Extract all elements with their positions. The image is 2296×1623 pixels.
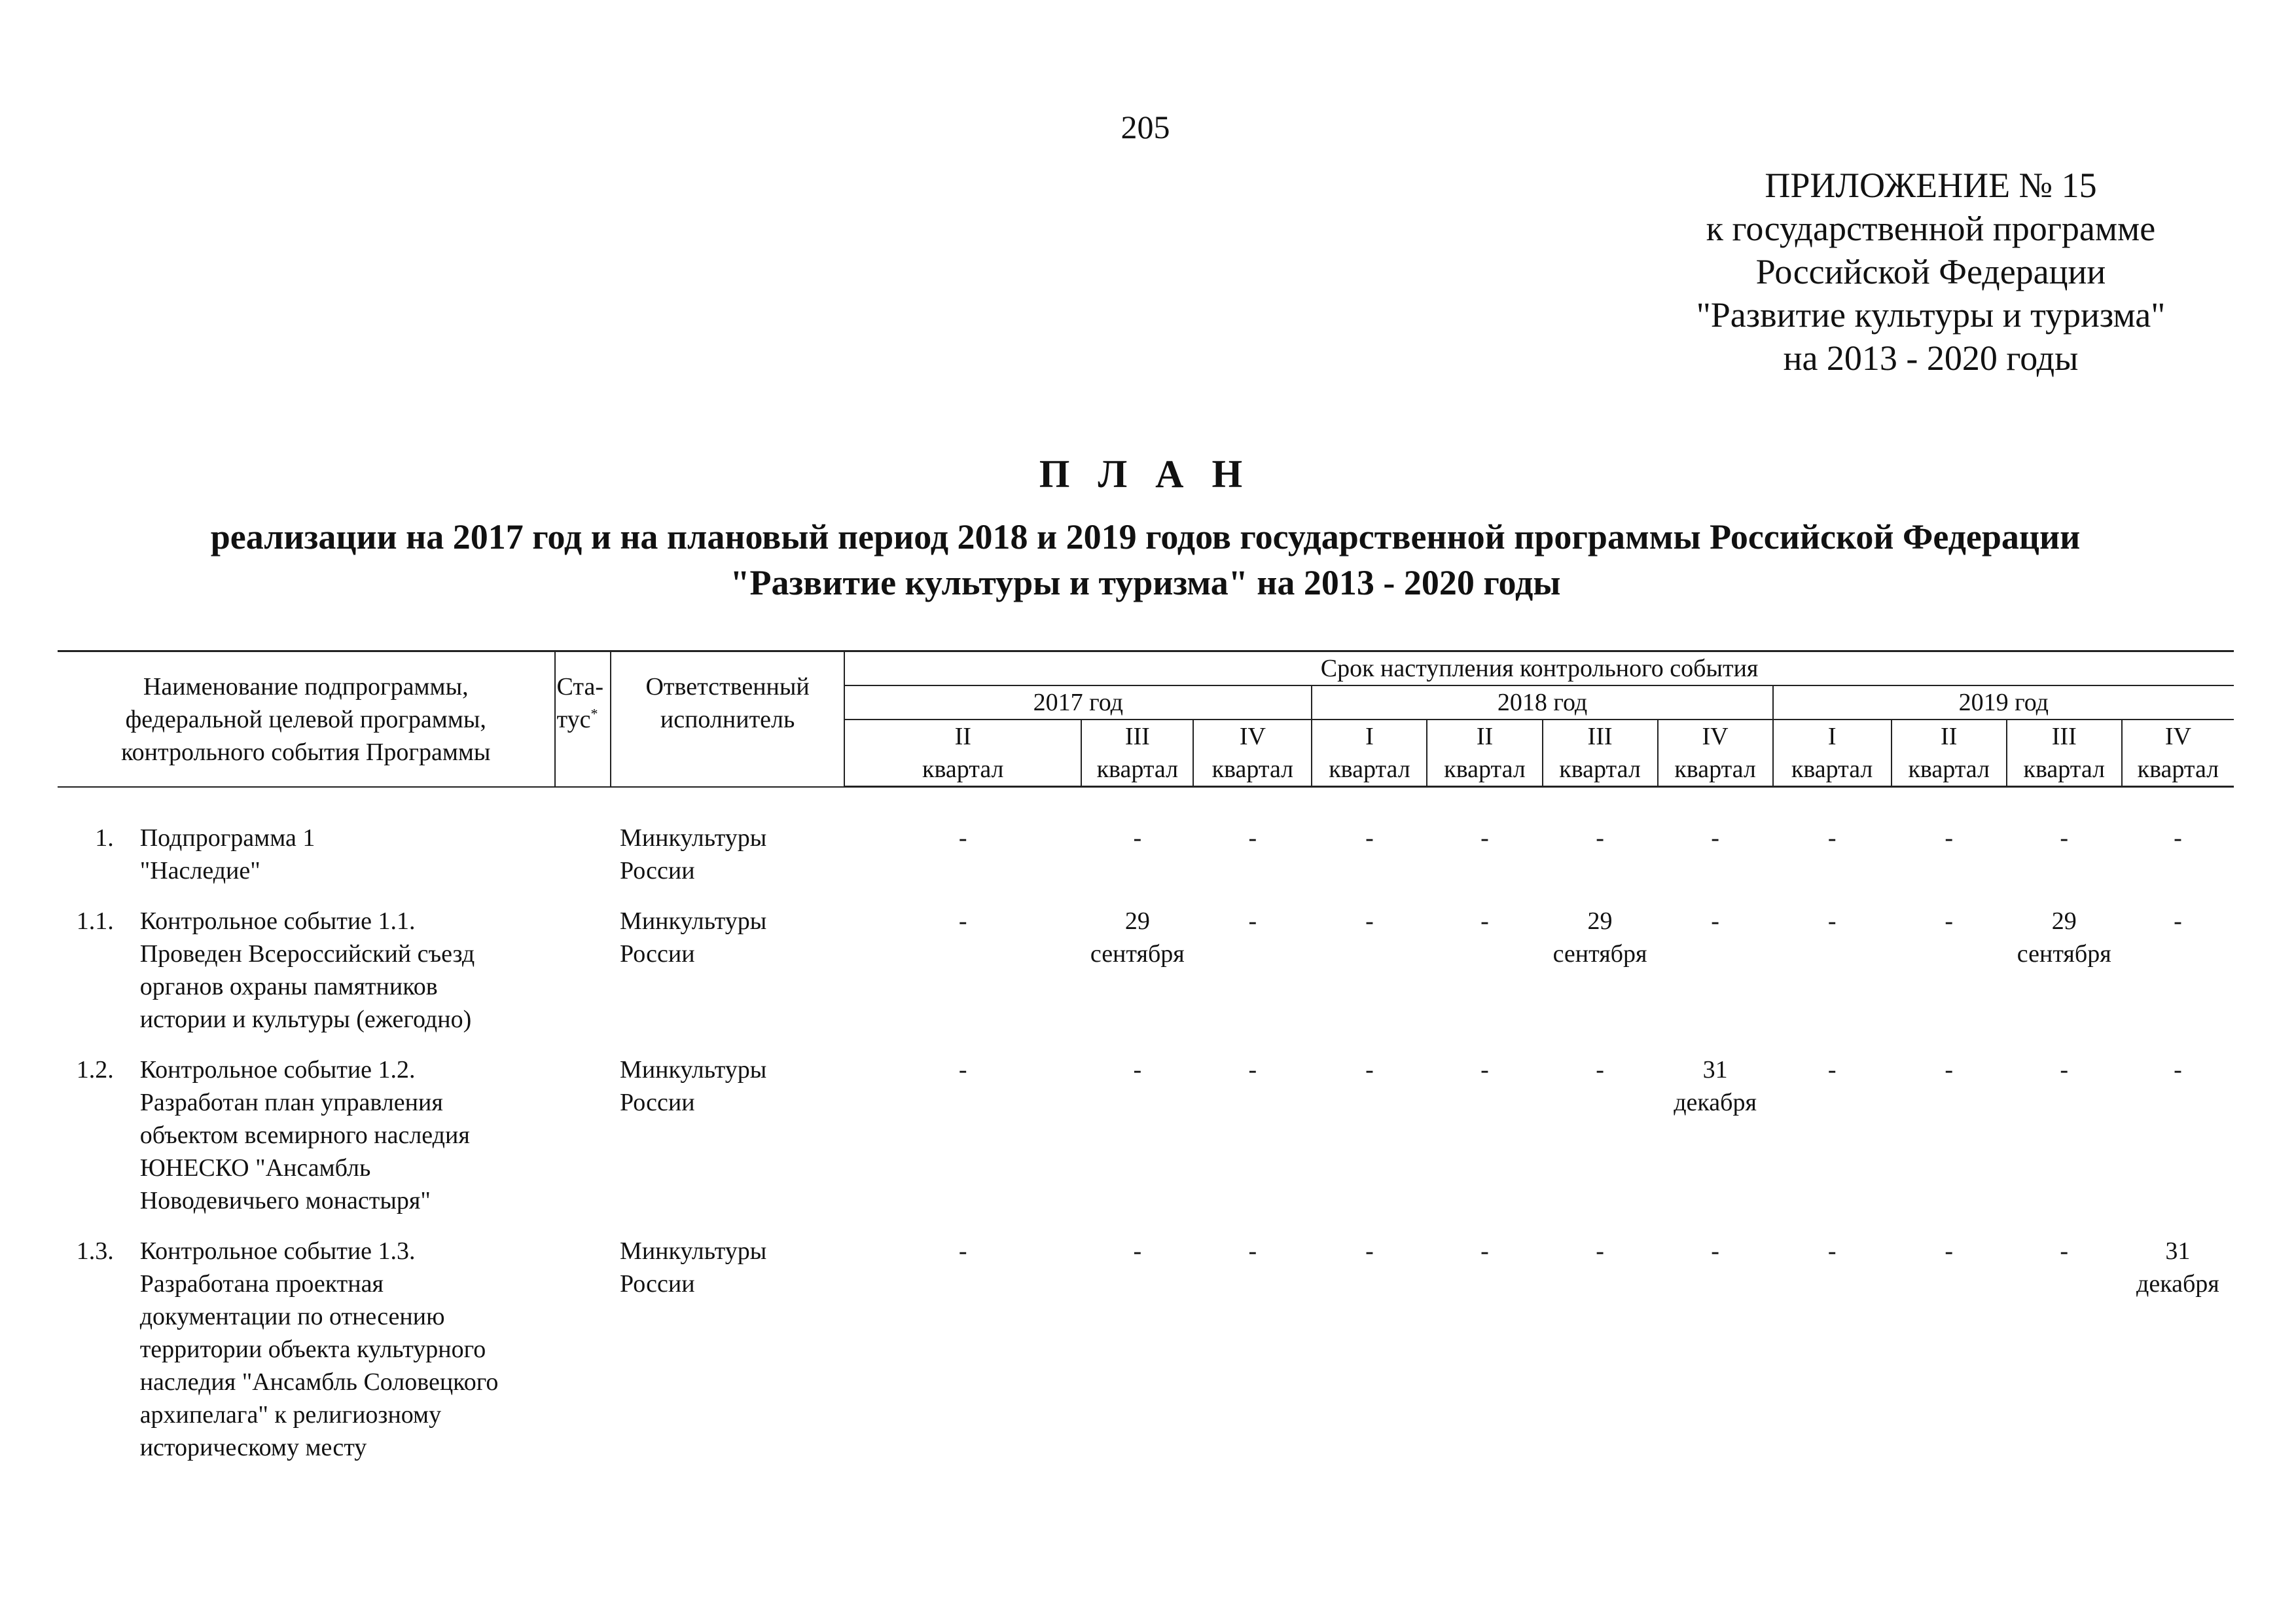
quarter-value	[1427, 822, 1542, 905]
quarter-value-line: декабря	[1674, 1089, 1757, 1116]
quarter-value-line: -	[1945, 1056, 1954, 1084]
header-quarter: I квартал	[1312, 720, 1427, 787]
row-name-line: Разработана проектная	[139, 1270, 384, 1298]
row-name-line: Контрольное событие 1.3.	[139, 1237, 416, 1265]
row-name-line: архипелага" к религиозному	[139, 1401, 442, 1429]
quarter-value-line: -	[1711, 1237, 1719, 1265]
header-quarter: I квартал	[1773, 720, 1892, 787]
plan-table	[58, 650, 2234, 1482]
quarter-value	[1543, 1235, 1658, 1482]
quarter-value-line: -	[958, 1237, 967, 1265]
row-name-line: историческому месту	[139, 1434, 367, 1461]
quarter-value	[1193, 905, 1312, 1053]
quarter-value	[844, 1235, 1081, 1482]
quarter-value	[1892, 905, 2007, 1053]
quarter-value-line: -	[1133, 1237, 1142, 1265]
row-name-line: Подпрограмма 1	[139, 824, 315, 852]
quarter-value-line: -	[1133, 824, 1142, 852]
quarter-value	[1312, 822, 1427, 905]
quarter-value	[1658, 822, 1773, 905]
row-executor	[611, 1235, 844, 1482]
row-name	[134, 822, 555, 905]
row-name-line: органов охраны памятников	[139, 973, 438, 1000]
quarter-value-line: -	[1480, 907, 1489, 935]
quarter-value-line: декабря	[2136, 1270, 2219, 1298]
row-name-line: документации по отнесению	[139, 1303, 445, 1330]
quarter-value-line: -	[2060, 1056, 2069, 1084]
row-executor-line: России	[620, 857, 695, 884]
quarter-value	[1312, 1053, 1427, 1235]
quarter-value	[1193, 822, 1312, 905]
row-name-line: Разработан план управления	[139, 1089, 443, 1116]
quarter-value-line: -	[1827, 1237, 1837, 1265]
quarter-value-line: -	[1945, 1237, 1954, 1265]
row-name-line: наследия "Ансамбль Соловецкого	[139, 1368, 499, 1396]
quarter-value	[2007, 905, 2122, 1053]
row-executor-line: Минкультуры	[620, 907, 767, 935]
quarter-value-line: -	[1365, 1237, 1374, 1265]
quarter-value	[1427, 1235, 1542, 1482]
row-executor-line: России	[620, 1089, 695, 1116]
table-row	[58, 1053, 2234, 1235]
row-executor-line: России	[620, 1270, 695, 1298]
quarter-value	[1892, 1235, 2007, 1482]
quarter-value-line: -	[958, 1056, 967, 1084]
quarter-value	[1193, 1053, 1312, 1235]
quarter-value-line: -	[1711, 907, 1719, 935]
footnote-mark: *	[590, 705, 598, 722]
row-name-line: Новодевичьего монастыря"	[139, 1187, 431, 1214]
quarter-value-line: -	[2174, 1056, 2182, 1084]
row-status	[555, 1053, 611, 1235]
quarter-value-line: -	[2174, 824, 2182, 852]
appendix-line: к государственной программе	[1706, 209, 2156, 248]
header-year-2017: 2017 год	[844, 685, 1312, 720]
header-name: Наименование подпрограммы, федеральной целевой программы, контрольного события Программы	[58, 651, 555, 787]
header-year-2019: 2019 год	[1773, 685, 2234, 720]
header-quarter: II квартал	[1427, 720, 1542, 787]
header-quarter: IV квартал	[1193, 720, 1312, 787]
quarter-value	[1543, 822, 1658, 905]
subtitle-line-1: реализации на 2017 год и на плановый период 2018 и 2019 годов государственной программы Российской Федерации	[210, 517, 2081, 556]
header-status: Ста- тус*	[555, 651, 611, 787]
appendix-line: Российской Федерации	[1755, 252, 2106, 291]
quarter-value	[1773, 822, 1892, 905]
quarter-value	[2007, 822, 2122, 905]
appendix-header	[1571, 164, 2291, 380]
row-number: 1.2.	[76, 1056, 114, 1084]
row-number: 1.3.	[76, 1237, 114, 1265]
quarter-value	[1773, 1053, 1892, 1235]
quarter-value-line: -	[1365, 1056, 1374, 1084]
quarter-value-line: -	[1248, 1056, 1257, 1084]
quarter-value-line: -	[1945, 824, 1954, 852]
table-header	[58, 651, 2234, 787]
quarter-value-line: -	[1596, 824, 1604, 852]
header-quarter: II квартал	[844, 720, 1081, 787]
row-number: 1.1.	[76, 907, 114, 935]
quarter-value-line: сентября	[1552, 940, 1647, 968]
quarter-value-line: -	[1827, 907, 1837, 935]
quarter-value-line: -	[1596, 1056, 1604, 1084]
quarter-value	[1892, 822, 2007, 905]
document-title: П Л А Н	[1039, 452, 1252, 496]
row-name-line: территории объекта культурного	[139, 1336, 486, 1363]
quarter-value-line: -	[1133, 1056, 1142, 1084]
quarter-value-line: 31	[2165, 1237, 2191, 1265]
appendix-period: на 2013 - 2020 годы	[1783, 338, 2079, 378]
row-name	[134, 905, 555, 1053]
row-executor-line: Минкультуры	[620, 1056, 767, 1084]
table-body	[58, 787, 2234, 1482]
quarter-value	[1773, 905, 1892, 1053]
quarter-value-line: -	[1480, 824, 1489, 852]
row-name	[134, 1235, 555, 1482]
quarter-value	[1312, 905, 1427, 1053]
quarter-value-line: -	[958, 824, 967, 852]
quarter-value-line: -	[1480, 1237, 1489, 1265]
quarter-value	[1427, 905, 1542, 1053]
table-row	[58, 1235, 2234, 1482]
header-year-2018: 2018 год	[1312, 685, 1772, 720]
quarter-value-line: -	[1596, 1237, 1604, 1265]
quarter-value-line: 29	[2051, 907, 2077, 935]
quarter-value-line: 29	[1587, 907, 1613, 935]
header-quarter: III квартал	[1081, 720, 1193, 787]
row-name-line: Контрольное событие 1.2.	[139, 1056, 416, 1084]
quarter-value-line: сентября	[1090, 940, 1185, 968]
quarter-value-line: -	[1248, 1237, 1257, 1265]
row-status	[555, 905, 611, 1053]
quarter-value-line: -	[1827, 1056, 1837, 1084]
row-name-line: истории и культуры (ежегодно)	[139, 1006, 472, 1033]
subtitle-line-2: "Развитие культуры и туризма" на 2013 - 2020 годы	[730, 563, 1561, 602]
row-executor-line: России	[620, 940, 695, 968]
row-status	[555, 1235, 611, 1482]
quarter-value	[1312, 1235, 1427, 1482]
quarter-value-line: -	[1248, 824, 1257, 852]
header-deadline: Срок наступления контрольного события	[844, 651, 2234, 686]
row-executor-line: Минкультуры	[620, 1237, 767, 1265]
quarter-value	[2122, 1053, 2234, 1235]
document-subtitle	[65, 514, 2225, 606]
row-executor-line: Минкультуры	[620, 824, 767, 852]
quarter-value	[1543, 905, 1658, 1053]
quarter-value	[2007, 1235, 2122, 1482]
quarter-value	[1658, 1053, 1773, 1235]
quarter-value	[2122, 905, 2234, 1053]
quarter-value-line: -	[1480, 1056, 1489, 1084]
header-quarter: II квартал	[1892, 720, 2007, 787]
quarter-value-line: сентября	[2017, 940, 2111, 968]
row-name-line: объектом всемирного наследия	[139, 1122, 470, 1149]
table-row	[58, 822, 2234, 905]
quarter-value-line: -	[2174, 907, 2182, 935]
quarter-value-line: -	[2060, 1237, 2069, 1265]
quarter-value	[2007, 1053, 2122, 1235]
quarter-value	[1081, 905, 1193, 1053]
header-executor: Ответственный исполнитель	[611, 651, 844, 787]
header-quarter: IV квартал	[1658, 720, 1773, 787]
row-executor	[611, 822, 844, 905]
quarter-value	[1081, 822, 1193, 905]
quarter-value-line: -	[1365, 824, 1374, 852]
appendix-number: ПРИЛОЖЕНИЕ № 15	[1765, 166, 2097, 205]
quarter-value	[1892, 1053, 2007, 1235]
quarter-value	[2122, 822, 2234, 905]
quarter-value	[844, 1053, 1081, 1235]
quarter-value	[1427, 1053, 1542, 1235]
quarter-value-line: -	[1248, 907, 1257, 935]
quarter-value-line: 31	[1702, 1056, 1728, 1084]
row-executor	[611, 1053, 844, 1235]
quarter-value	[1081, 1235, 1193, 1482]
row-number: 1.	[95, 824, 114, 852]
quarter-value	[844, 822, 1081, 905]
row-name-line: Проведен Всероссийский съезд	[139, 940, 475, 968]
quarter-value-line: 29	[1124, 907, 1150, 935]
quarter-value	[1773, 1235, 1892, 1482]
quarter-value	[1193, 1235, 1312, 1482]
quarter-value	[1081, 1053, 1193, 1235]
quarter-value-line: -	[1711, 824, 1719, 852]
table-row	[58, 905, 2234, 1053]
row-name	[134, 1053, 555, 1235]
header-quarter: III квартал	[2007, 720, 2122, 787]
row-name-line: ЮНЕСКО "Ансамбль	[139, 1154, 371, 1182]
quarter-value-line: -	[1365, 907, 1374, 935]
appendix-program-name: "Развитие культуры и туризма"	[1696, 295, 2166, 335]
header-quarter: III квартал	[1543, 720, 1658, 787]
row-name-line: "Наследие"	[139, 857, 260, 884]
quarter-value-line: -	[2060, 824, 2069, 852]
row-executor	[611, 905, 844, 1053]
row-status	[555, 822, 611, 905]
quarter-value	[1658, 1235, 1773, 1482]
quarter-value	[844, 905, 1081, 1053]
quarter-value	[2122, 1235, 2234, 1482]
quarter-value-line: -	[1827, 824, 1837, 852]
row-name-line: Контрольное событие 1.1.	[139, 907, 416, 935]
quarter-value	[1543, 1053, 1658, 1235]
quarter-value	[1658, 905, 1773, 1053]
quarter-value-line: -	[958, 907, 967, 935]
quarter-value-line: -	[1945, 907, 1954, 935]
header-quarter: IV квартал	[2122, 720, 2234, 787]
page-number: 205	[1121, 109, 1170, 145]
